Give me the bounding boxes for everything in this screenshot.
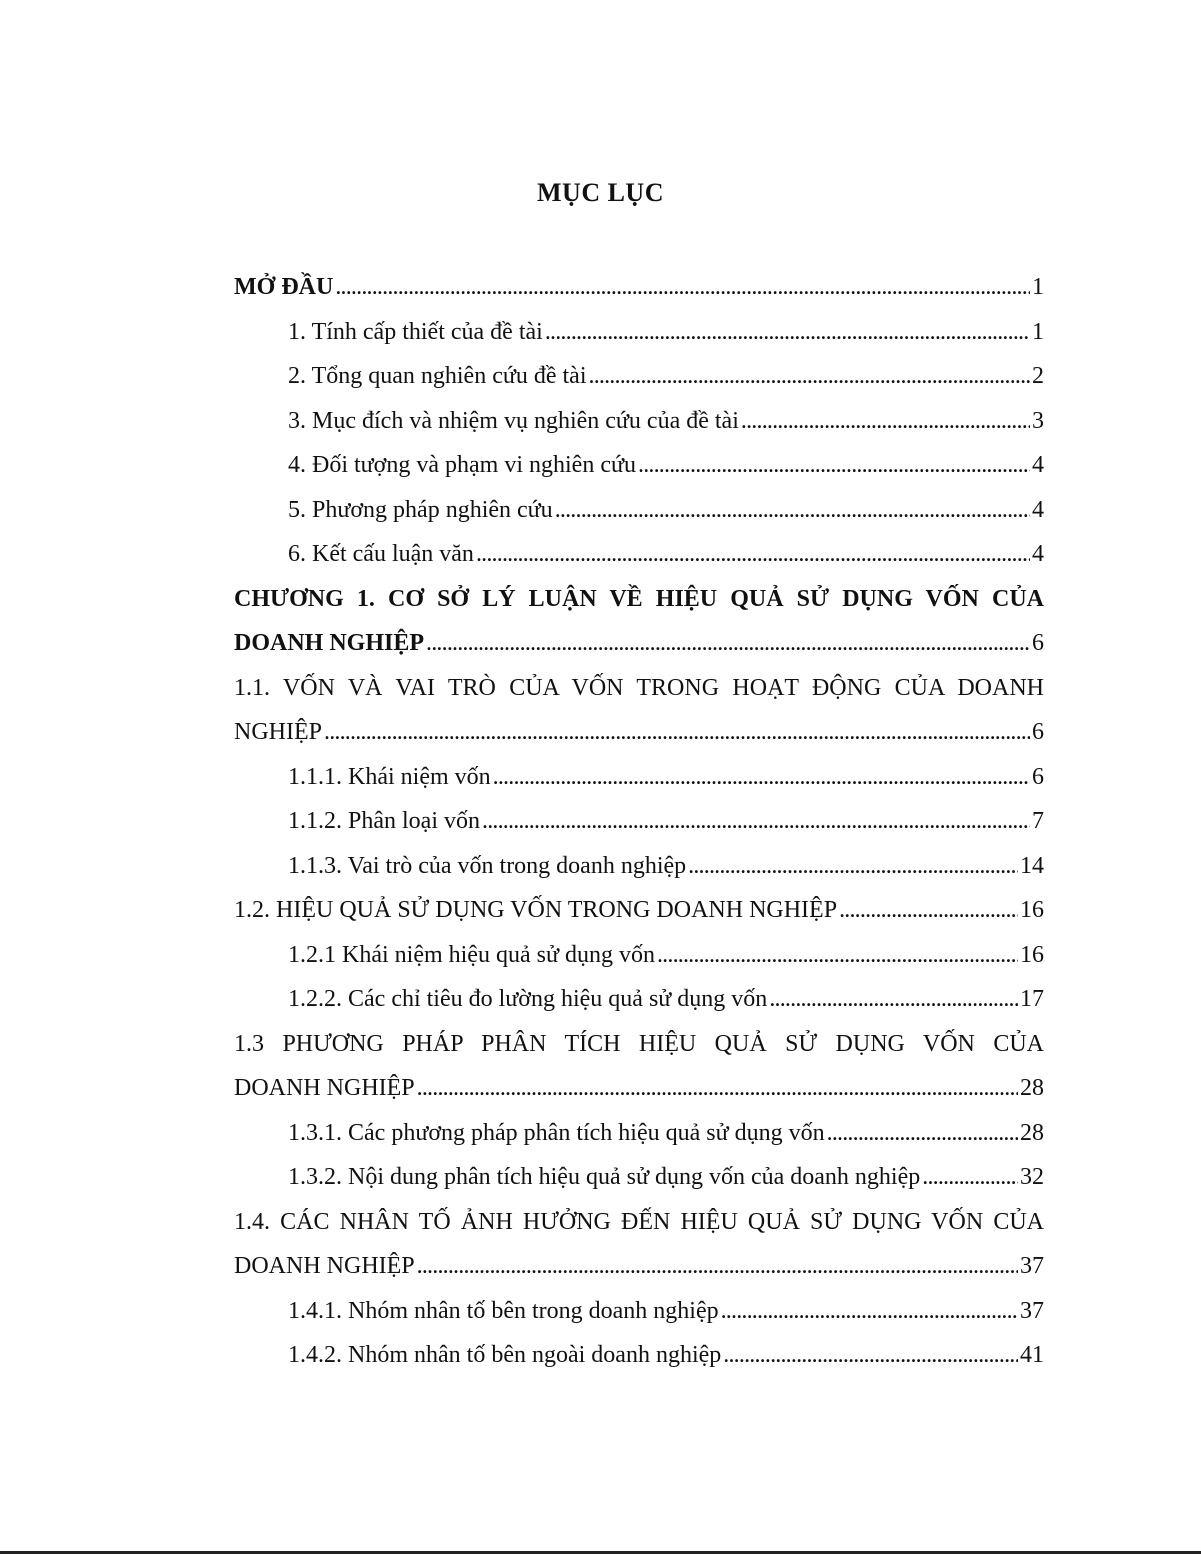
- toc-entry-page-number: 4: [1032, 496, 1044, 523]
- toc-entry[interactable]: [234, 399, 1044, 444]
- toc-entry-page-number: 3: [1032, 407, 1044, 434]
- toc-entry-label: NGHIỆP: [234, 719, 322, 745]
- toc-entry-row: [288, 443, 1044, 488]
- toc-entry-page-number: 7: [1032, 808, 1044, 834]
- toc-entry-page-number: 37: [1020, 1253, 1044, 1279]
- dot-leader: [555, 488, 1030, 533]
- toc-entry-heading-line: 1.1. VỐN VÀ VAI TRÒ CỦA VỐN TRONG HOẠT ĐỘNG CỦA DOANH: [234, 674, 1044, 701]
- toc-entry-row: [288, 844, 1044, 889]
- dot-leader: [545, 310, 1030, 355]
- toc-entry[interactable]: [234, 577, 1044, 666]
- toc-entry-label: 1.4.2. Nhóm nhân tố bên ngoài doanh nghiệp: [288, 1342, 722, 1368]
- toc-entry-row: [288, 354, 1044, 399]
- toc-entry-label: 3. Mục đích và nhiệm vụ nghiên cứu của đề tài: [288, 407, 739, 434]
- toc-entry-row: [288, 1289, 1044, 1334]
- toc-entry[interactable]: [234, 933, 1044, 978]
- toc-entry-heading-line: 1.4. CÁC NHÂN TỐ ẢNH HƯỞNG ĐẾN HIỆU QUẢ SỬ DỤNG VỐN CỦA: [234, 1208, 1044, 1235]
- toc-entry-page-number: 1: [1032, 274, 1044, 300]
- toc-entry-row: [288, 1333, 1044, 1378]
- toc-entry[interactable]: [234, 532, 1044, 577]
- toc-entry[interactable]: [234, 1111, 1044, 1156]
- dot-leader: [589, 354, 1031, 399]
- toc-entry[interactable]: [234, 755, 1044, 800]
- toc-entry-row: [234, 1244, 1044, 1289]
- toc-entry-label: 2. Tổng quan nghiên cứu đề tài: [288, 363, 587, 389]
- toc-entry-page-number: 17: [1020, 986, 1044, 1012]
- dot-leader: [839, 888, 1018, 933]
- toc-entry-row: [288, 977, 1044, 1022]
- toc-entry[interactable]: [234, 844, 1044, 889]
- toc-entry[interactable]: [234, 310, 1044, 355]
- toc-entry-page-number: 2: [1032, 363, 1044, 389]
- dot-leader: [827, 1111, 1018, 1156]
- dot-leader: [688, 844, 1018, 889]
- toc-entry[interactable]: [234, 265, 1044, 310]
- toc-entry[interactable]: [234, 443, 1044, 488]
- toc-entry-page-number: 6: [1032, 719, 1044, 745]
- toc-entry-label: 6. Kết cấu luận văn: [288, 541, 474, 567]
- toc-entry-page-number: 37: [1020, 1297, 1044, 1324]
- toc-entry[interactable]: [234, 799, 1044, 844]
- table-of-contents: [234, 265, 1044, 1378]
- dot-leader: [335, 265, 1030, 310]
- toc-entry[interactable]: [234, 1022, 1044, 1111]
- toc-entry-page-number: 4: [1032, 452, 1044, 478]
- page-title: MỤC LỤC: [537, 178, 664, 207]
- toc-entry-page-number: 14: [1020, 852, 1044, 879]
- toc-entry-label: DOANH NGHIỆP: [234, 1075, 415, 1101]
- toc-entry-page-number: 16: [1020, 941, 1044, 968]
- toc-entry[interactable]: [234, 488, 1044, 533]
- toc-entry[interactable]: [234, 1155, 1044, 1200]
- toc-entry-row: [288, 1111, 1044, 1156]
- toc-entry-label: 1.3.1. Các phương pháp phân tích hiệu quả sử dụng vốn: [288, 1119, 825, 1146]
- toc-entry-label: 1.3.2. Nội dung phân tích hiệu quả sử dụng vốn của doanh nghiệp: [288, 1164, 921, 1190]
- toc-entry-row: [288, 799, 1044, 844]
- dot-leader: [922, 1155, 1018, 1200]
- dot-leader: [638, 443, 1030, 488]
- dot-leader: [324, 710, 1030, 755]
- toc-entry-row: [288, 310, 1044, 355]
- toc-entry[interactable]: [234, 888, 1044, 933]
- toc-entry[interactable]: [234, 1200, 1044, 1289]
- toc-entry-label: DOANH NGHIỆP: [234, 630, 425, 656]
- toc-entry-row: [234, 1066, 1044, 1111]
- toc-entry[interactable]: [234, 977, 1044, 1022]
- toc-entry-label: 1.2.1 Khái niệm hiệu quả sử dụng vốn: [288, 941, 655, 968]
- toc-entry-page-number: 4: [1032, 541, 1044, 567]
- toc-entry-label: 1.4.1. Nhóm nhân tố bên trong doanh nghiệp: [288, 1297, 719, 1324]
- dot-leader: [741, 399, 1030, 444]
- toc-entry-page-number: 41: [1020, 1342, 1044, 1368]
- toc-entry-row: [234, 621, 1044, 666]
- toc-entry-label: 1.2.2. Các chỉ tiêu đo lường hiệu quả sử dụng vốn: [288, 986, 768, 1012]
- dot-leader: [476, 532, 1030, 577]
- dot-leader: [493, 755, 1030, 800]
- toc-entry-label: 5. Phương pháp nghiên cứu: [288, 496, 553, 523]
- toc-entry-label: 1. Tính cấp thiết của đề tài: [288, 318, 543, 345]
- toc-entry-row: [234, 888, 1044, 933]
- toc-entry-label: 4. Đối tượng và phạm vi nghiên cứu: [288, 452, 636, 478]
- toc-entry-row: [234, 265, 1044, 310]
- toc-entry-page-number: 28: [1020, 1119, 1044, 1146]
- toc-entry-page-number: 6: [1032, 763, 1044, 790]
- dot-leader: [723, 1333, 1018, 1378]
- toc-entry[interactable]: [234, 354, 1044, 399]
- dot-leader: [426, 621, 1030, 666]
- toc-entry-label: MỞ ĐẦU: [234, 274, 334, 300]
- toc-entry-page-number: 6: [1032, 630, 1044, 656]
- toc-entry-label: 1.1.3. Vai trò của vốn trong doanh nghiệp: [288, 852, 687, 879]
- toc-entry-row: [288, 1155, 1044, 1200]
- dot-leader: [769, 977, 1018, 1022]
- toc-entry-row: [234, 710, 1044, 755]
- dot-leader: [417, 1066, 1018, 1111]
- toc-entry[interactable]: [234, 1333, 1044, 1378]
- dot-leader: [417, 1244, 1018, 1289]
- toc-entry[interactable]: [234, 1289, 1044, 1334]
- toc-entry-label: DOANH NGHIỆP: [234, 1253, 415, 1279]
- dot-leader: [657, 933, 1018, 978]
- dot-leader: [482, 799, 1030, 844]
- toc-entry-page-number: 1: [1032, 318, 1044, 345]
- toc-entry-page-number: 28: [1020, 1075, 1044, 1101]
- dot-leader: [721, 1289, 1018, 1334]
- toc-entry-heading-line: CHƯƠNG 1. CƠ SỞ LÝ LUẬN VỀ HIỆU QUẢ SỬ DỤNG VỐN CỦA: [234, 585, 1044, 612]
- toc-entry-heading-line: 1.3 PHƯƠNG PHÁP PHÂN TÍCH HIỆU QUẢ SỬ DỤNG VỐN CỦA: [234, 1030, 1044, 1057]
- toc-entry-row: [288, 488, 1044, 533]
- toc-entry-row: [288, 755, 1044, 800]
- toc-entry-label: 1.1.1. Khái niệm vốn: [288, 763, 491, 790]
- toc-entry-row: [288, 532, 1044, 577]
- toc-entry-page-number: 16: [1020, 897, 1044, 923]
- toc-entry-label: 1.2. HIỆU QUẢ SỬ DỤNG VỐN TRONG DOANH NGHIỆP: [234, 897, 838, 923]
- toc-entry-label: 1.1.2. Phân loại vốn: [288, 808, 480, 834]
- toc-entry[interactable]: [234, 666, 1044, 755]
- toc-entry-page-number: 32: [1020, 1164, 1044, 1190]
- toc-entry-row: [288, 399, 1044, 444]
- toc-entry-row: [288, 933, 1044, 978]
